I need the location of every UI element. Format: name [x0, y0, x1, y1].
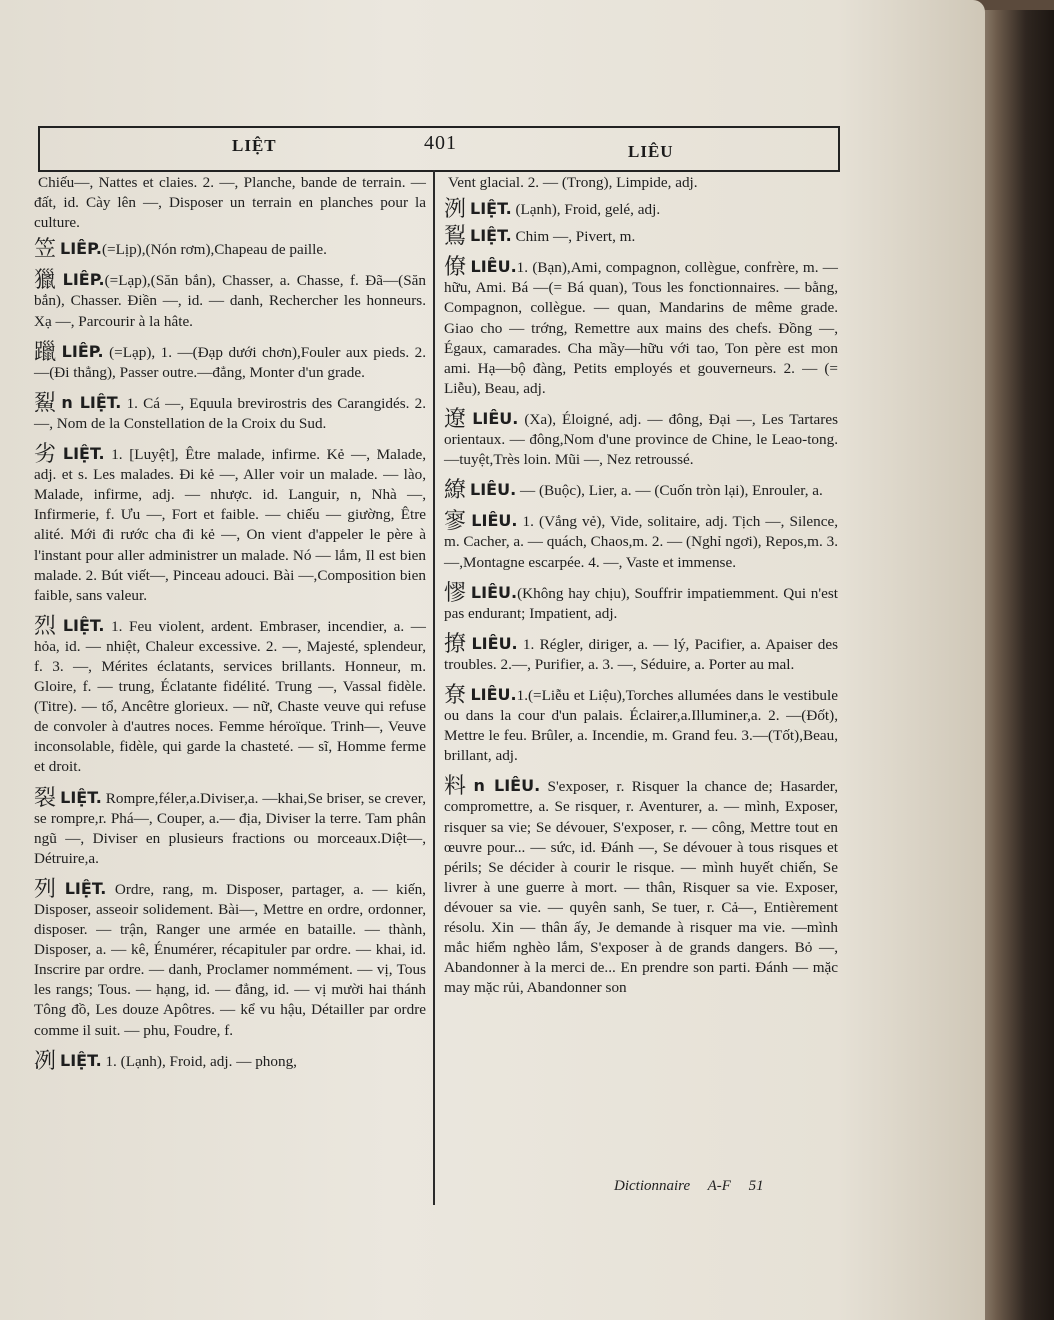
entry-definition: 1. Cá —, Equula brevirostris des Carangidés. 2. —, Nom de la Constellation de la Croix du Sud.	[34, 394, 426, 432]
dictionary-entry	[444, 224, 838, 250]
entry-headword: n LIỆT.	[61, 392, 122, 412]
entry-headword: LIÊU.	[470, 684, 517, 704]
dictionary-entry	[34, 444, 426, 606]
entry-definition: 1. Feu violent, ardent. Embraser, incendier, a. — hỏa, id. — nhiệt, Chaleur excessive. 2. —, Majesté, splendeur, f. 3. —, Mérites éclatants, services brillants. Honneur, m. Gloire, f. — trung, Éclatante fidélité. Trung —, Vassal fidèle. (Titre). — tổ, Ancêtre glorieux. — nữ, Chaste veuve qui refuse de convoler à d'autres noces. Femme héroïque. Trinh—, Veuve inconsolable, fidèle, qui garde la chasteté. — sĩ, Homme ferme et droit.	[34, 617, 426, 776]
entry-definition: Chim —, Pivert, m.	[515, 228, 636, 246]
entry-definition: 1. Régler, diriger, a. — lý, Pacifier, a. Apaiser des troubles. 2.—, Purifier, a. 3. —, Séduire, a. Porter au mal.	[444, 635, 839, 673]
entry-headword: LIÊP.	[60, 239, 102, 259]
entry-character: 洌	[444, 197, 467, 223]
entry-character: 遼	[444, 406, 469, 432]
entry-character: 躐	[34, 339, 58, 365]
dictionary-entry	[444, 580, 838, 624]
dictionary-entry	[444, 776, 838, 998]
entry-character: 冽	[34, 1048, 57, 1074]
dictionary-entry	[34, 390, 426, 434]
entry-headword: LIÊP.	[61, 341, 104, 361]
entry-character: 撩	[444, 631, 468, 657]
entry-headword: LIÊU.	[471, 633, 518, 653]
entry-definition: Rompre,féler,a.Diviser,a. —khai,Se briser, se crever, se rompre,r. Phá—, Couper, a.— địa, Diviser la terre. Tam phân ngũ —, Diviser en plusieurs fractions ou morceaux.Diệt—, Détruire,a.	[34, 789, 426, 867]
entry-headword: LIỆT.	[60, 1050, 102, 1070]
dictionary-entry	[444, 257, 838, 399]
dictionary-entry	[34, 339, 426, 383]
entry-character: 料	[444, 774, 470, 800]
dictionary-entry	[34, 172, 426, 233]
entry-definition: (Lạnh), Froid, gelé, adj.	[515, 201, 661, 219]
dictionary-entry	[34, 270, 426, 331]
header-left-word: LIỆT	[232, 136, 277, 155]
entry-character: 獵	[34, 268, 59, 294]
entry-character: 鴷	[444, 224, 467, 250]
entry-character: 列	[34, 876, 61, 902]
entry-character: 劣	[34, 442, 59, 468]
dictionary-entry	[34, 613, 426, 778]
entry-headword: LIÊU.	[470, 480, 517, 500]
dictionary-entry	[34, 237, 426, 263]
entry-character: 憀	[444, 580, 467, 606]
entry-definition: 1. (Lạnh), Froid, adj. — phong,	[105, 1052, 297, 1070]
entry-character: 裂	[34, 785, 57, 811]
entry-definition: (Xa), Éloigné, adj. — đông, Đại —, Les Tartares orientaux. — đông,Nom d'une province de Chine, le Leao-tong. —tuyệt,Très loin. Mũi —, Nez retroussé.	[444, 410, 838, 469]
entry-character: 鮤	[34, 390, 58, 416]
dictionary-entry	[444, 631, 839, 675]
dictionary-entry	[444, 172, 838, 193]
entry-character: 笠	[34, 237, 57, 263]
entry-definition: Chiếu—, Nattes et claies. 2. —, Planche, bande de terrain. — đất, id. Cày lên —, Disposer un terrain en planches pour la culture.	[34, 174, 426, 232]
entry-definition: 1.(=Liễu et Liệu),Torches allumées dans le vestibule ou dans la cour d'un palais. Éclairer,a.Illuminer,a. 2. —(Đốt), Mettre le feu. Brûler, a. Incendie, m. Grand feu. 3.—(Tốt),Beau, brillant, adj.	[444, 686, 838, 765]
dictionary-entry	[444, 197, 838, 223]
entry-definition: (Không hay chịu), Souffrir impatiemment. Qui n'est pas endurant; Impatient, adj.	[444, 584, 838, 622]
dictionary-entry	[444, 682, 838, 766]
entry-headword: LIÊU.	[472, 408, 519, 428]
entry-character: 寥	[444, 509, 468, 535]
entry-definition: 1. (Bạn),Ami, compagnon, collègue, confrère, m. — hữu, Ami. Bá —(= Bá quan), Tous les fonctionnaires. — bằng, Compagnon, collègue. — quan, Mandarins de même grade. Giao cho — trớng, Remettre aux mains des chefs. Đồng —, Égaux, camarades. Cha mầy—hữu với tao, Ton père est mon ami. Hạ—bộ đàng, Petits employés et gouverneurs. 2. — (= Liễu), Beau, adj.	[444, 259, 838, 397]
right-column	[444, 172, 838, 1004]
dictionary-entry	[34, 876, 426, 1041]
left-column	[34, 172, 426, 1078]
dictionary-entry	[444, 406, 838, 470]
entry-definition: (=Lạp), 1. —(Đạp dưới chơn),Fouler aux pieds. 2.—(Đi thẳng), Passer outre.—đẳng, Monter d'un grade.	[34, 343, 426, 381]
entry-character: 僚	[444, 255, 467, 281]
dictionary-entry	[34, 1048, 426, 1074]
entry-headword: LIÊU.	[471, 511, 518, 531]
entry-definition: Vent glacial. 2. — (Trong), Limpide, adj.	[448, 174, 698, 191]
entry-definition: — (Buộc), Lier, a. — (Cuốn tròn lại), Enrouler, a.	[519, 482, 823, 500]
entry-headword: n LIÊU.	[473, 776, 541, 796]
signature-footer	[614, 1178, 778, 1195]
entry-headword: LIÊU.	[470, 582, 518, 602]
entry-character: 尞	[444, 682, 467, 708]
entry-headword: LIỆT.	[62, 444, 105, 464]
footer-range: A-F	[707, 1178, 731, 1194]
entry-headword: LIỆT.	[62, 615, 105, 635]
entry-headword: LIÊU.	[470, 257, 517, 277]
dictionary-entry	[444, 478, 838, 504]
page-number: 401	[424, 132, 457, 154]
footer-sheet: 51	[748, 1178, 764, 1194]
entry-definition: 1. [Luyệt], Être malade, infirme. Kẻ —, Malade, adj. et s. Les malades. Đi kẻ —, Aller voir un malade. — lào, Malade, infirme, adj. — nhược. id. Languir, n, Nhà —, Infirmerie, f. Ưu —, Fort et faible. — chiếu — giường, Être alité. Mới đi rước cha đi kẻ —, On vient d'appeler le père à l'instant pour aller administrer un malade. Nó — lắm, Il est bien malade. 2. Bút viết—, Pinceau adouci. Bài —,Composition bien faible, sans valeur.	[34, 446, 427, 604]
entry-definition: Ordre, rang, m. Disposer, partager, a. — kiến, Disposer, asseoir solidement. Bài—, Mettre en ordre, ordonner, disposer. — trận, Ranger une armée en bataille. — thành, Disposer, a. — kê, Énumérer, récapituler par ordre. — khai, id. Inscrire par ordre. — danh, Proclamer nommément. — vị, Tous les rangs; Tous. — hạng, id. — đẳng, id. — vị mười hai thánh Tông đồ, Les douze Apôtres. — kể vu hậu, Détailler par ordre comme il suit. — phu, Foudre, f.	[34, 880, 426, 1039]
entry-headword: LIỆT.	[60, 787, 102, 807]
running-header	[38, 126, 840, 172]
header-right-word: LIÊU	[628, 142, 674, 161]
entry-headword: LIỆT.	[470, 226, 512, 246]
dictionary-entry	[34, 785, 426, 869]
entry-definition: (=Lịp),(Nón rơm),Chapeau de paille.	[101, 241, 327, 259]
footer-title: Dictionnaire	[614, 1178, 691, 1194]
dictionary-entry	[444, 511, 838, 572]
entry-headword: LIÊP.	[62, 270, 105, 290]
entry-headword: LIỆT.	[470, 199, 512, 219]
entry-character: 烈	[34, 613, 59, 639]
entry-headword: LIỆT.	[64, 878, 107, 898]
column-rule	[433, 170, 435, 1205]
entry-definition: (=Lạp),(Săn bắn), Chasser, a. Chasse, f. Đã—(Săn bắn), Chasser. Điền —, id. — danh, Rechercher les honneurs. Xạ —, Parcourir à la hâte.	[34, 272, 426, 330]
entry-definition: 1. (Vắng vẻ), Vide, solitaire, adj. Tịch —, Silence, m. Cacher, a. — quách, Chaos,m. 2. — (Nghỉ ngơi), Repos,m. 3.—,Montagne escarpée. 4. —, Vaste et immense.	[444, 513, 838, 571]
entry-definition: S'exposer, r. Risquer la chance de; Hasarder, compromettre, a. Se risquer, r. Aventurer, a. — mình, Exposer, risquer sa vie; Se dévouer, S'exposer, r. — công, Mettre tout en œuvre pour... — sức, id. Đánh —, Se dévouer à tous risques et périls; Se décider à courir le risque. — mình huyết chiến, Se livrer à une guerre à mort. — thân, Risquer sa vie. Exposer, dévouer sa vie. — quyên sanh, Se tuer, r. Cả—, Entièrement résolu. Xin — thân ấy, Je demande à risquer ma vie. —mình mắc hiểm nghèo lắm, S'exposer à de grands dangers. Bỏ —, Abandonner à la merci de... En prendre son parti. Đánh — mặc may mặc rủi, Abandonner son	[444, 778, 838, 997]
entry-character: 繚	[444, 478, 467, 504]
